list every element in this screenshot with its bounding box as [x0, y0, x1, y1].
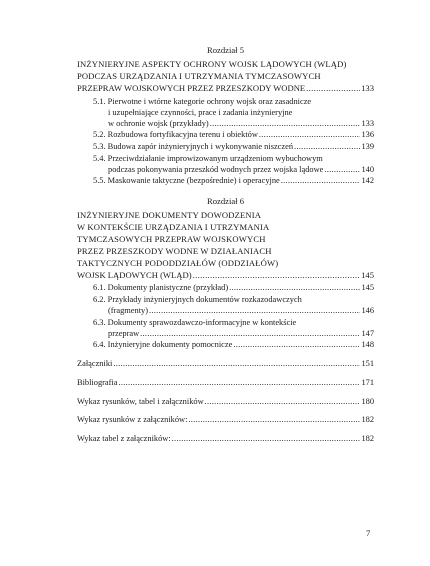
page-ref: 145	[361, 270, 374, 280]
section-title: 5.3. Budowa zapór inżynieryjnych i wykonywanie niszczeń	[93, 142, 294, 151]
section-6-1-entry[interactable]	[93, 282, 374, 293]
entry-title: Wykaz rysunków z załączników:	[77, 415, 188, 424]
page-ref: 136	[361, 130, 374, 139]
page-ref: 180	[361, 397, 374, 406]
entry-title: Bibliografia	[77, 378, 118, 387]
section-5-1-line: i uzupełniające czynności, prace i zadania inżynieryjne	[108, 108, 293, 117]
chapter-5-title-line: INŻYNIERYJNE ASPEKTY OCHRONY WOJSK LĄDOWYCH (WLĄD)	[77, 59, 347, 69]
section-title: przepraw	[108, 329, 140, 338]
section-title: 6.1. Dokumenty planistyczne (przykład)	[93, 283, 229, 292]
dot-leader	[172, 433, 361, 444]
dot-leader	[229, 282, 360, 293]
dot-leader	[294, 141, 360, 152]
section-5-5-entry[interactable]	[93, 175, 374, 186]
page-ref: 139	[361, 142, 374, 151]
chapter-6-title-line: TAKTYCZNYCH PODODDZIAŁÓW (ODDZIAŁÓW)	[77, 258, 279, 268]
section-title: 5.5. Maskowanie taktyczne (bezpośrednie) i operacyjne	[93, 176, 280, 185]
section-title: 6.4. Inżynieryjne dokumenty pomocnicze	[93, 340, 233, 349]
toc-entry-wykaz-rysunkow-zalacznikow[interactable]	[77, 414, 374, 425]
entry-title: Wykaz tabel z załączników:	[77, 434, 171, 443]
chapter-6-title-line: WOJSK LĄDOWYCH (WLĄD)	[77, 270, 192, 280]
chapter-6-toc-entry[interactable]	[77, 270, 374, 281]
toc-entry-bibliografia[interactable]	[77, 377, 374, 388]
toc-entry-wykaz-rysunkow[interactable]	[77, 396, 374, 407]
section-title: podczas pokonywania przeszkód wodnych przez wojska lądowe	[108, 165, 324, 174]
page-ref: 142	[361, 176, 374, 185]
dot-leader	[324, 164, 360, 175]
chapter-5-title-line: PRZEPRAW WOJSKOWYCH PRZEZ PRZESZKODY WODNE	[77, 83, 306, 93]
section-5-2-entry[interactable]	[93, 129, 374, 140]
section-title: (fragmenty)	[108, 306, 148, 315]
section-5-3-entry[interactable]	[93, 141, 374, 152]
page-ref: 140	[361, 165, 374, 174]
chapter-5-heading: Rozdział 5	[207, 45, 244, 55]
section-6-2-entry[interactable]	[108, 305, 374, 316]
dot-leader	[193, 270, 361, 281]
chapter-5-toc-entry[interactable]	[77, 83, 374, 94]
page-ref: 147	[361, 329, 374, 338]
dot-leader	[113, 358, 360, 369]
page-ref: 148	[361, 340, 374, 349]
section-5-4-entry[interactable]	[108, 164, 374, 175]
page-ref: 145	[361, 283, 374, 292]
dot-leader	[205, 396, 361, 407]
toc-entry-zalaczniki[interactable]	[77, 358, 374, 369]
page-ref: 133	[361, 83, 374, 93]
section-title: 5.2. Rozbudowa fortyfikacyjna terenu i obiektów	[93, 130, 258, 139]
toc-entry-wykaz-tabel[interactable]	[77, 433, 374, 444]
dot-leader	[306, 83, 360, 94]
page-number: 7	[366, 528, 371, 538]
section-title: w ochronie wojsk (przykłady)	[108, 119, 209, 128]
chapter-5-title-line: PODCZAS URZĄDZANIA I UTRZYMANIA TYMCZASOWYCH	[77, 71, 321, 81]
entry-title: Wykaz rysunków, tabel i załączników	[77, 397, 204, 406]
dot-leader	[118, 377, 360, 388]
dot-leader	[259, 129, 361, 140]
page-ref: 133	[361, 119, 374, 128]
dot-leader	[188, 414, 360, 425]
page-ref: 151	[361, 359, 374, 368]
chapter-6-heading: Rozdział 6	[207, 196, 244, 206]
dot-leader	[149, 305, 360, 316]
page-ref: 182	[361, 434, 374, 443]
chapter-6-title-line: INŻYNIERYJNE DOKUMENTY DOWODZENIA	[77, 210, 262, 220]
dot-leader	[281, 175, 361, 186]
section-6-3-entry[interactable]	[108, 328, 374, 339]
page-ref: 182	[361, 415, 374, 424]
page-ref: 171	[361, 378, 374, 387]
section-6-4-entry[interactable]	[93, 339, 374, 350]
page-ref: 146	[361, 306, 374, 315]
section-5-1-line: 5.1. Pierwotne i wtórne kategorie ochrony wojsk oraz zasadnicze	[93, 97, 312, 106]
section-6-3-line: 6.3. Dokumenty sprawozdawczo-informacyjne w kontekście	[93, 318, 297, 327]
dot-leader	[210, 118, 361, 129]
section-5-1-entry[interactable]	[108, 118, 374, 129]
chapter-6-title-line: PRZEZ PRZESZKODY WODNE W DZIAŁANIACH	[77, 246, 272, 256]
entry-title: Załączniki	[77, 359, 113, 368]
section-6-2-line: 6.2. Przykłady inżynieryjnych dokumentów rozkazodawczych	[93, 295, 302, 304]
chapter-6-title-line: W KONTEKŚCIE URZĄDZANIA I UTRZYMANIA	[77, 222, 270, 232]
dot-leader	[233, 339, 360, 350]
dot-leader	[140, 328, 360, 339]
section-5-4-line: 5.4. Przeciwdziałanie improwizowanym urządzeniom wybuchowym	[93, 154, 323, 163]
chapter-6-title-line: TYMCZASOWYCH PRZEPRAW WOJSKOWYCH	[77, 234, 266, 244]
